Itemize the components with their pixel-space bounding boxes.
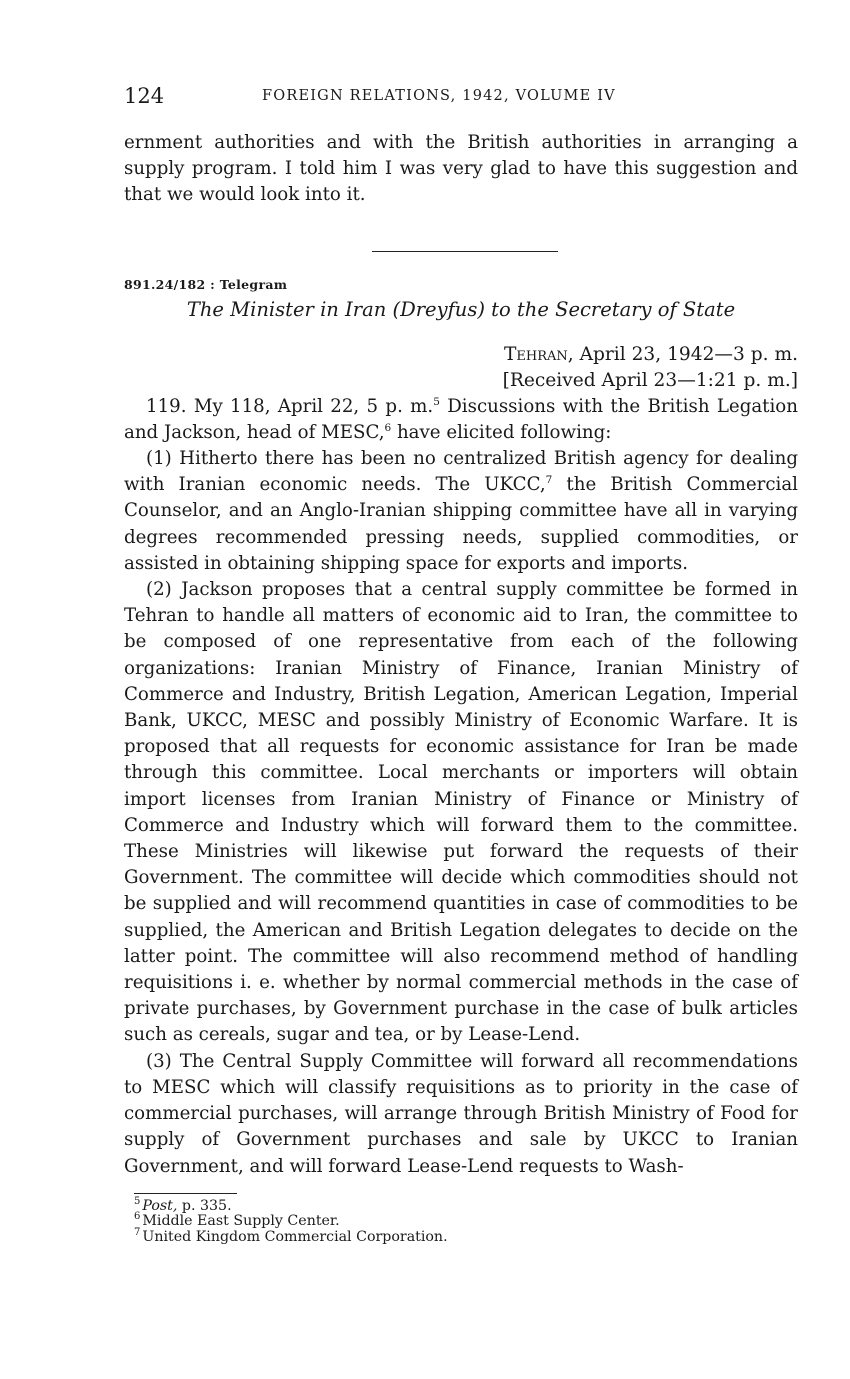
footnote-italic: Post, bbox=[142, 1197, 178, 1214]
footnote-text: p. 335. bbox=[177, 1197, 232, 1214]
continuation-paragraph: ernment authorities and with the British authorities in arranging a supply program. I told him I was very glad to have this suggestion and that we would look into it. bbox=[124, 132, 798, 206]
file-reference: 891.24/182 : Telegram bbox=[124, 276, 288, 292]
page bbox=[124, 84, 798, 1245]
paragraph-2: (2) Jackson proposes that a central supply committee be formed in Tehran to handle all matters of economic aid to Iran, the committee to be composed of one representative from each of the following organizations: Iranian Ministry of Finance, Iranian Ministry of Commerce and Industry, British Legation, American Legation, Imperial Bank, UKCC, MESC and possibly Ministry of Economic Warfare. It is proposed that all requests for economic assistance for Iran be made through this committee. Local merchants or importers will obtain import licenses from Iranian Ministry of Finance or Ministry of Commerce and Industry which will forward them to the committee. These Ministries will likewise put forward the requests of their Government. The committee will decide which commodities should not be supplied and will recommend quantities in case of commodities to be supplied, the American and British Legation delegates to decide on the latter point. The committee will also recommend method of handling requisitions i. e. whether by normal commercial methods in the case of private purchases, by Government purchase in the case of bulk articles such as cereals, sugar and tea, or by Lease-Lend. bbox=[124, 579, 798, 1046]
dateline-received: [Received April 23—1:21 p. m.] bbox=[502, 369, 798, 391]
footnote-ref-7: 7 bbox=[545, 474, 553, 487]
document-title: The Minister in Iran (Dreyfus) to the Secretary of State bbox=[186, 297, 736, 321]
footnote-text: Middle East Supply Center. bbox=[142, 1213, 340, 1230]
dateline-date: , April 23, 1942—3 p. m. bbox=[567, 343, 798, 365]
footnote-5 bbox=[134, 1195, 798, 1215]
footnotes bbox=[134, 1195, 798, 1246]
footnote-mark: 5 bbox=[134, 1195, 141, 1207]
paragraph-text: have elicited following: bbox=[391, 421, 612, 443]
paragraph-3: (3) The Central Supply Committee will forward all recommendations to MESC which will classify requisitions as to priority in the case of commercial purchases, will arrange through British Ministry of Food for supply of Government purchases and sale by UKCC to Iranian Government, and will forward Lease-Lend requests to Wash- bbox=[124, 1050, 798, 1177]
running-header-title: FOREIGN RELATIONS, 1942, VOLUME IV bbox=[262, 88, 616, 104]
paragraph-text: the British Commercial Counselor, and an Anglo-Iranian shipping committee have all in varying degrees recommended pressing needs, supplied commodities, or assisted in obtaining shipping space for exports and imports. bbox=[124, 474, 798, 574]
dateline-sent bbox=[124, 342, 798, 368]
footnote-mark: 7 bbox=[134, 1226, 141, 1238]
footnote-6 bbox=[134, 1211, 798, 1230]
footnote-ref-5: 5 bbox=[433, 395, 440, 408]
paragraph-text: 119. My 118, April 22, 5 p. m. bbox=[146, 395, 434, 417]
footnote-ref-6: 6 bbox=[384, 421, 392, 434]
running-header bbox=[124, 84, 798, 112]
page-number: 124 bbox=[124, 84, 165, 108]
footnote-text: United Kingdom Commercial Corporation. bbox=[142, 1228, 448, 1245]
footnote-mark: 6 bbox=[134, 1211, 141, 1223]
section-separator bbox=[372, 251, 558, 252]
footnote-7 bbox=[134, 1226, 798, 1246]
paragraph-text: (1) Hitherto there has been no centralized British agency for dealing with Iranian economic needs. The UKCC, bbox=[124, 448, 798, 496]
dateline bbox=[124, 342, 798, 394]
paragraph-text: Discussions with the British Legation and Jackson, head of MESC, bbox=[124, 395, 798, 443]
paragraph-1 bbox=[124, 446, 798, 577]
dateline-city: Tehran bbox=[503, 343, 568, 365]
footnote-rule bbox=[134, 1193, 237, 1194]
paragraph-119 bbox=[124, 394, 798, 446]
